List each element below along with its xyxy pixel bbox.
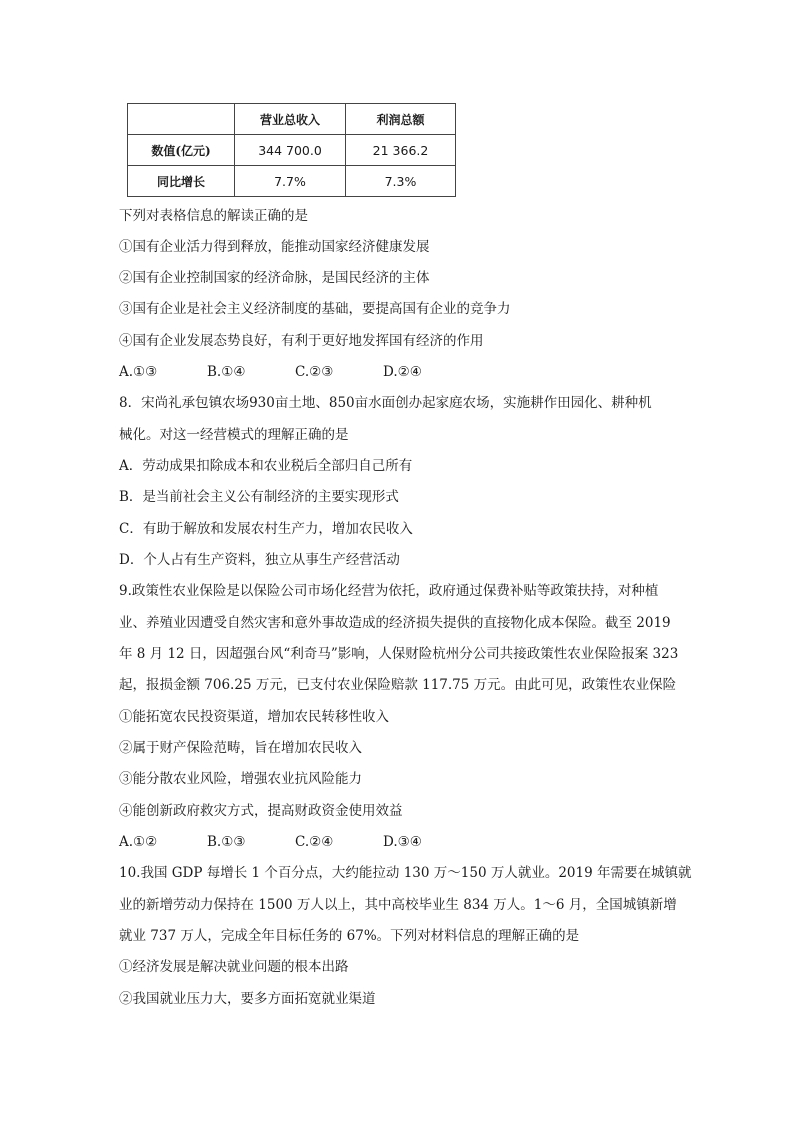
q9-item: ②属于财产保险范畴，旨在增加农民收入 [119,740,362,756]
q10-item: ①经济发展是解决就业问题的根本出路 [119,959,349,975]
q9-option-c: C.②④ [295,834,334,850]
table-row [128,135,456,166]
q9-options [119,834,471,850]
q7-option-d: D.②④ [383,364,422,380]
q7-item: ③国有企业是社会主义经济制度的基础，要提高国有企业的竞争力 [119,301,511,317]
column-header-revenue: 营业总收入 [235,104,346,135]
q9-stem-line: 业、养殖业因遭受自然灾害和意外事故造成的经济损失提供的直接物化成本保险。截至 2019 [119,615,671,631]
q10-stem-line: 10.我国 GDP 每增长 1 个百分点，大约能拉动 130 万～150 万人就业。2019 年需要在城镇就 [119,865,692,881]
q7-option-c: C.②③ [295,364,334,380]
q8-option-b: B．是当前社会主义公有制经济的主要实现形式 [119,489,399,505]
q7-option-a: A.①③ [119,364,158,380]
q7-options [119,364,471,380]
q9-stem-line: 9.政策性农业保险是以保险公司市场化经营为依托，政府通过保费补贴等政策扶持，对种植 [119,583,659,599]
table-cell: 7.3% [346,166,456,197]
q9-stem-line: 起，报损金额 706.25 万元，已支付农业保险赔款 117.75 万元。由此可见，政策性农业保险 [119,677,677,693]
q7-item: ②国有企业控制国家的经济命脉，是国民经济的主体 [119,270,430,286]
q7-item: ④国有企业发展态势良好，有利于更好地发挥国有经济的作用 [119,333,484,349]
table-corner-cell [128,104,235,135]
q7-item: ①国有企业活力得到释放，能推动国家经济健康发展 [119,239,430,255]
q8-option-d: D．个人占有生产资料，独立从事生产经营活动 [119,552,400,568]
table-cell: 344 700.0 [235,135,346,166]
q9-option-b: B.①③ [207,834,246,850]
table-row [128,166,456,197]
q9-item: ③能分散农业风险，增强农业抗风险能力 [119,771,362,787]
q8-stem-line: 械化。对这一经营模式的理解正确的是 [119,427,349,443]
q8-stem-line: 8．宋尚礼承包镇农场930亩土地、850亩水面创办起家庭农场，实施耕作田园化、耕种机 [119,395,652,411]
q10-item: ②我国就业压力大，要多方面拓宽就业渠道 [119,991,376,1007]
q9-option-d: D.③④ [383,834,422,850]
q8-option-c: C．有助于解放和发展农村生产力，增加农民收入 [119,521,413,537]
q9-item: ④能创新政府救灾方式，提高财政资金使用效益 [119,803,403,819]
data-table [127,103,456,197]
column-header-profit: 利润总额 [346,104,456,135]
q7-stem: 下列对表格信息的解读正确的是 [119,208,308,224]
q7-option-b: B.①④ [207,364,246,380]
q10-stem-line: 业的新增劳动力保持在 1500 万人以上，其中高校毕业生 834 万人。1～6 月，全国城镇新增 [119,897,677,913]
row-header: 同比增长 [128,166,235,197]
q8-option-a: A．劳动成果扣除成本和农业税后全部归自己所有 [119,458,413,474]
q9-item: ①能拓宽农民投资渠道，增加农民转移性收入 [119,709,389,725]
q9-stem-line: 年 8 月 12 日，因超强台风“利奇马”影响，人保财险杭州分公司共接政策性农业保险报案 323 [119,646,679,662]
q10-stem-line: 就业 737 万人，完成全年目标任务的 67%。下列对材料信息的理解正确的是 [119,928,580,944]
table-cell: 7.7% [235,166,346,197]
table-cell: 21 366.2 [346,135,456,166]
table-header-row [128,104,456,135]
row-header: 数值(亿元) [128,135,235,166]
q9-option-a: A.①② [119,834,158,850]
